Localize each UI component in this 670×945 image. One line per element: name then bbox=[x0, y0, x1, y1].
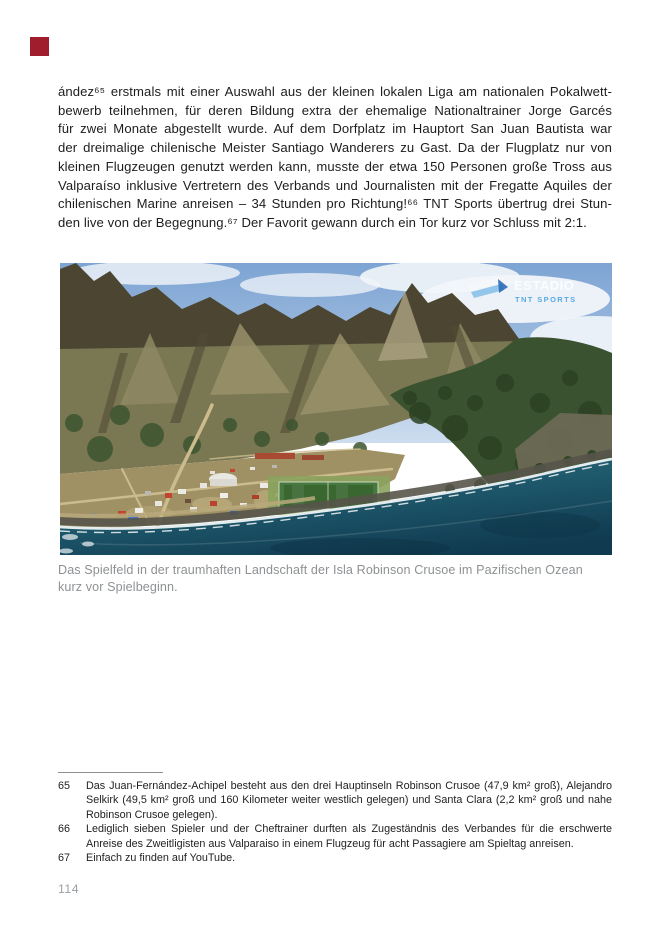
footnote-text: Lediglich sieben Spieler und der Cheftrainer durften als Zugeständnis des Verbandes für die erschwerte Anreise des Zweitligisten aus Valparaiso in einem Flugzeug für acht Passagiere am Spieltag anreisen. bbox=[86, 823, 612, 850]
publisher-mark bbox=[30, 37, 49, 56]
caption-line: kurz vor Spielbeginn. bbox=[58, 580, 178, 594]
footnotes bbox=[58, 779, 612, 865]
watermark-subtitle: TNT SPORTS bbox=[515, 295, 577, 304]
footnote-text: Das Juan-Fernández-Achipel besteht aus den drei Hauptinseln Robinson Crusoe (47,9 km² groß), Alejandro Selkirk (49,5 km² groß und 160 Kilometer weiter westlich gelegen) und Santa Clara (2,2 km² groß und nahe Robinson Crusoe gelegen). bbox=[86, 780, 612, 821]
page-number: 114 bbox=[58, 882, 80, 896]
body-line: Valparaíso inklusive Vertretern des Verbands und Journalisten mit der Fregatte Aquiles der bbox=[58, 177, 612, 193]
footnote-number: 67 bbox=[58, 852, 71, 865]
body-paragraph bbox=[58, 83, 612, 233]
body-line: für zwei Monate abgestellt wurde. Auf dem Dorfplatz im Hauptort San Juan Bautista war bbox=[58, 121, 612, 137]
caption-line: Das Spielfeld in der traumhaften Landschaft der Isla Robinson Crusoe im Pazifischen Ozean bbox=[58, 563, 583, 577]
island-photo bbox=[60, 263, 612, 555]
footnote-text: Einfach zu finden auf YouTube. bbox=[86, 852, 236, 865]
body-line: den live von der Begegnung.⁶⁷ Der Favorit gewann durch ein Tor kurz vor Schluss mit 2:1. bbox=[58, 214, 587, 230]
footnote bbox=[58, 779, 612, 822]
island-photo-figure bbox=[60, 263, 612, 555]
body-line: chilenischen Marine anreisen – 34 Stunden pro Richtung!⁶⁶ TNT Sports übertrug drei Stun- bbox=[58, 196, 612, 212]
body-line: der dreimalige chilenische Meister Santiago Wanderers zu Gast. Da der Flugplatz nur von bbox=[58, 140, 612, 156]
reef-shadow bbox=[480, 512, 600, 538]
footnote-number: 66 bbox=[58, 823, 71, 836]
body-line: ández⁶⁵ erstmals mit einer Auswahl aus der kleinen lokalen Liga am nationalen Pokalwett- bbox=[58, 84, 612, 99]
body-line: kleinen Flugzeugen genutzt werden kann, musste der etwa 150 Personen große Tross aus bbox=[58, 158, 612, 174]
footnote bbox=[58, 851, 612, 865]
body-line: bewerb teilnehmen, für deren Bildung extra der ehemalige Nationaltrainer Jorge Garcés bbox=[58, 102, 612, 118]
watermark-title: ESTADIO bbox=[514, 278, 575, 293]
photo-caption bbox=[58, 562, 612, 596]
footnote bbox=[58, 822, 612, 851]
footnote-divider bbox=[58, 772, 163, 773]
footnote-number: 65 bbox=[58, 780, 71, 792]
